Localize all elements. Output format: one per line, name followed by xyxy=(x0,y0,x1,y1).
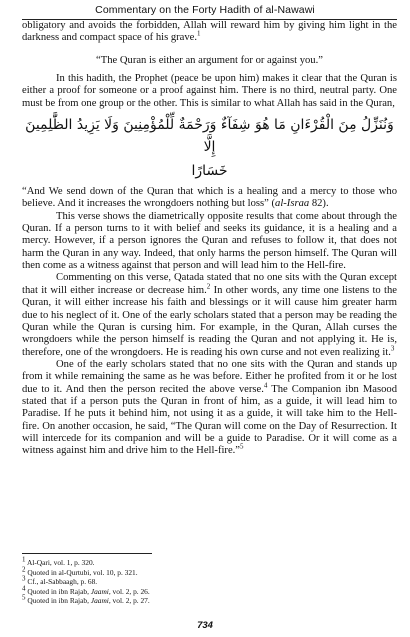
footnote-ref-2: 2 xyxy=(206,282,211,291)
footnote-ref-4: 4 xyxy=(263,381,268,390)
arabic-verse-line-1: وَنُنَزِّلُ مِنَ الْقُرْءَانِ مَا هُوَ شِفَآءٌ وَرَحْمَةٌ لِّلْمُؤْمِنِينَ وَلَا يَزِيدُ الظَّٰلِمِينَ إِلَّا xyxy=(25,117,394,156)
verse-translation-text: “And We send down of the Quran that which is a healing and a mercy to those who believe. And it increases the wrongdoers nothing but loss” ( xyxy=(22,186,397,210)
footnote: $^1$ Al-Qari, vol. 1, p. 320. xyxy=(22,555,95,567)
verse-reference-number: 82). xyxy=(309,198,329,210)
paragraph-4-text-a: Commenting on this verse, Qatada stated that no one sits with the Quran except that it will either increase or decrease him. xyxy=(22,272,397,296)
paragraph-5 xyxy=(22,359,397,458)
footnote-ref-3: 3 xyxy=(390,344,395,352)
verse-reference-surah: al-Israa xyxy=(275,198,310,210)
arabic-verse-line-2: خَسَارًا xyxy=(191,163,228,180)
paragraph-3: This verse shows the diametrically opposite results that come about through the Quran. If a person turns to it with belief and seeks its guidance, it is a healing and a mercy. However, if a person ignores the Quran and refuses to follow it, that does not harm the Quran in any way. Indeed, that only harms the person himself. The Quran will then come as a witness against that person and will lead him to the Hell-fire. xyxy=(22,210,397,272)
running-head: Commentary on the Forty Hadith of al-Nawawi xyxy=(95,4,315,16)
paragraph-1-text: obligatory and avoids the forbidden, Allah will reward him by giving him light in the darkness and compact space of his grave. xyxy=(22,20,397,44)
paragraph-4 xyxy=(22,272,397,358)
footnote-ref-1: 1 xyxy=(197,29,201,38)
paragraph-5-text-a: One of the early scholars stated that no one sits with the Quran and stands up from it while remaining the same as he was before. Either he profited from it or he lost due to it. And then the person recited the above verse. xyxy=(22,358,397,395)
footnotes xyxy=(22,553,397,606)
hadith-quote-heading: “The Quran is either an argument for or against you.” xyxy=(96,54,323,66)
page-number: 734 xyxy=(197,620,213,631)
paragraph-2: In this hadith, the Prophet (peace be upon him) makes it clear that the Quran is either a proof for someone or a proof against him. There is no third, neutral party. One must be from one group or the other. This is similar to what Allah has said in the Quran, xyxy=(22,73,397,109)
body-text xyxy=(22,20,397,458)
paragraph-4-text-b: In other words, any time one listens to the Quran, it will either increase his faith and blessings or it will cause him greater harm due to his neglect of it. One of the early scholars stated that a person may be reading the Quran while the Quran is cursing him. For example, in the Quran, Allah curses the wrongdoers while the person himself is reading the Quran and not applying it. He is, therefore, one of the wrongdoers. He is reading his own curse and not even realizing it. xyxy=(22,284,397,358)
footnote-ref-5: 5 xyxy=(240,442,244,451)
paragraph-5-text-b: The Companion ibn Masood stated that if a person puts the Quran in front of him, as a guide, it will lead him to Paradise. If he puts it behind him, not using it as a guide, it will take him to the Hell-fire. On another occasion, he said, “The Quran will come on the Day of Resurrection. It will intercede for its companion and will be a guide to Paradise. Or it will come as a witness against him and drive him to the Hell-fire.” xyxy=(22,383,397,457)
footnote-rule xyxy=(22,553,152,554)
footnote: $^5$ Quoted in ibn Rajab, Jaami, vol. 2, p. 27. xyxy=(22,593,150,606)
footnote: $^2$ Quoted in al-Qurtubi, vol. 10, p. 321. xyxy=(22,565,138,577)
footnote: $^3$ Cf., al-Sabbaagh, p. 68. xyxy=(22,574,98,587)
verse-translation xyxy=(22,186,397,211)
footnote: $^4$ Quoted in ibn Rajab, Jaami, vol. 2, p. 26. xyxy=(22,584,150,596)
paragraph-1 xyxy=(22,20,397,45)
